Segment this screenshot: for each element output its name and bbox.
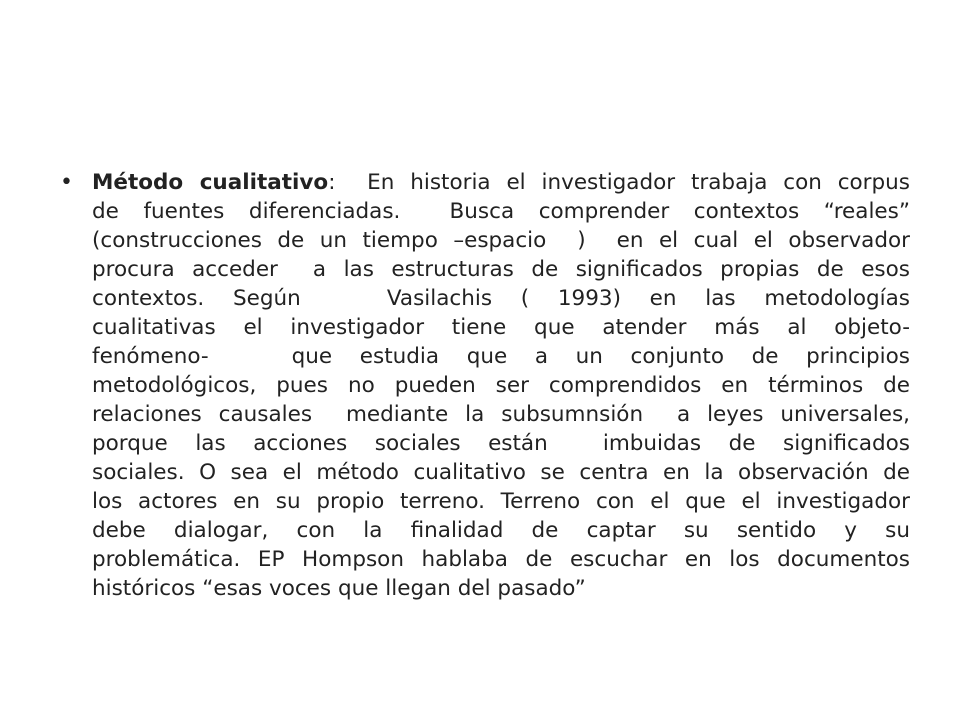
paragraph-line: problemática. EP Hompson hablaba de escuchar en los documentos [92, 547, 910, 572]
paragraph-line [92, 168, 910, 197]
paragraph-line: porque las acciones sociales están imbuidas de significados [92, 431, 910, 456]
paragraph-line: los actores en su propio terreno. Terreno con el que el investigador [92, 489, 910, 514]
paragraph-line: de fuentes diferenciadas. Busca comprender contextos “reales” [92, 199, 910, 224]
term-heading: Método cualitativo [92, 170, 329, 195]
paragraph [92, 168, 910, 603]
bullet-icon: • [60, 170, 73, 195]
paragraph-line: cualitativas el investigador tiene que atender más al objeto- [92, 315, 910, 340]
paragraph-line: debe dialogar, con la finalidad de captar su sentido y su [92, 518, 910, 543]
paragraph-line: (construcciones de un tiempo –espacio ) en el cual el observador [92, 228, 910, 253]
paragraph-line: contextos. Según Vasilachis ( 1993) en las metodologías [92, 286, 910, 311]
paragraph-line: procura acceder a las estructuras de significados propias de esos [92, 257, 910, 282]
paragraph-line: históricos “esas voces que llegan del pasado” [92, 576, 586, 601]
paragraph-line: relaciones causales mediante la subsumnsión a leyes universales, [92, 402, 910, 427]
term-definition-start: : En historia el investigador trabaja con corpus [328, 170, 910, 195]
paragraph-line: sociales. O sea el método cualitativo se centra en la observación de [92, 460, 910, 485]
paragraph-line: fenómeno- que estudia que a un conjunto de principios [92, 344, 910, 369]
paragraph-line: metodológicos, pues no pueden ser comprendidos en términos de [92, 373, 910, 398]
slide-body [60, 168, 910, 603]
bullet-item [60, 168, 910, 603]
